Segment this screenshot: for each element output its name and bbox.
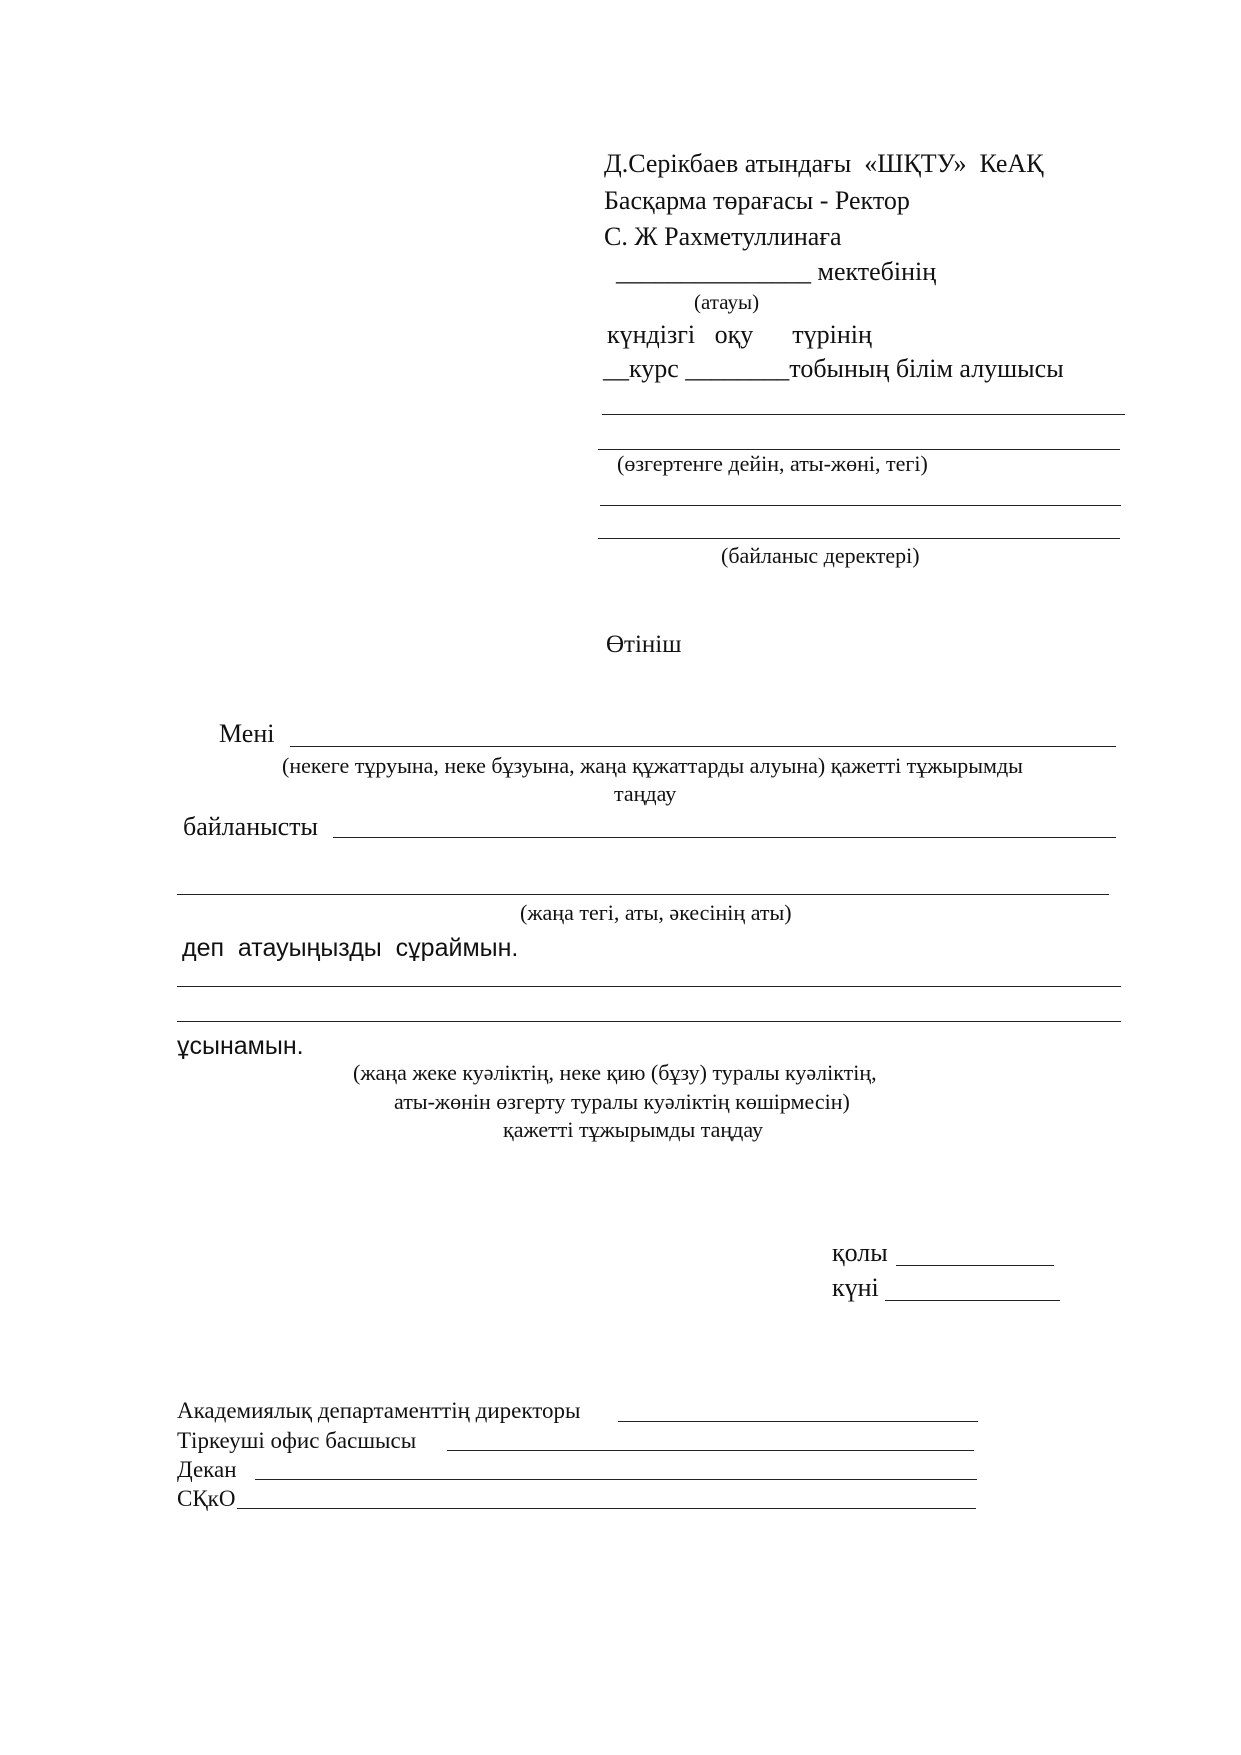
docs-caption-1: (жаңа жеке куәліктің, неке қию (бұзу) туралы куәліктің,	[353, 1060, 877, 1085]
school-field: _______________ мектебінің	[616, 257, 937, 286]
dean-line	[255, 1479, 977, 1480]
reason-caption: (некеге тұруына, неке бұзуына, жаңа құжаттарды алуына) қажетті тұжырымды	[282, 753, 1023, 778]
docs-line-1	[177, 986, 1121, 987]
date-line	[885, 1300, 1060, 1301]
docs-caption-3: қажетті тұжырымды таңдау	[503, 1117, 764, 1142]
document-title: Өтініш	[606, 631, 682, 658]
registrar-head-label: Тіркеуші офис басшысы	[177, 1428, 417, 1453]
course-group-line: __курс ________тобының білім алушысы	[603, 354, 1064, 383]
academic-director-line	[618, 1421, 978, 1422]
registrar-head-line	[447, 1450, 974, 1451]
reason-line	[290, 746, 1116, 747]
request-text: деп атауыңызды сұраймын.	[182, 934, 519, 962]
new-name-caption: (жаңа тегі, аты, әкесінің аты)	[520, 900, 792, 925]
dean-label: Декан	[177, 1457, 237, 1482]
sign-line	[896, 1265, 1054, 1266]
academic-director-label: Академиялық департаменттің директоры	[177, 1398, 581, 1423]
name-caption: (өзгертенге дейін, аты-жөні, тегі)	[617, 451, 928, 476]
skko-label: СҚкО	[177, 1486, 236, 1511]
contacts-line-1	[600, 505, 1121, 506]
skko-line	[237, 1508, 976, 1509]
addressee-line-3: С. Ж Рахметуллинаға	[604, 222, 842, 251]
contacts-caption: (байланыс деректері)	[721, 543, 920, 568]
name-line-1	[602, 414, 1125, 415]
docs-line-2	[177, 1021, 1121, 1022]
sign-label: қолы	[832, 1238, 888, 1267]
school-caption: (атауы)	[694, 290, 760, 314]
addressee-line-2: Басқарма төрағасы - Ректор	[604, 186, 910, 215]
new-name-line	[177, 894, 1109, 895]
related-label: байланысты	[183, 812, 318, 841]
contacts-line-2	[598, 538, 1120, 539]
docs-caption-2: аты-жөнін өзгерту туралы куәліктің көшірмесін)	[394, 1089, 850, 1114]
reason-caption-2: таңдау	[614, 781, 677, 806]
related-line	[333, 837, 1116, 838]
date-label: күні	[832, 1273, 879, 1302]
study-form-line: күндізгі оқу түрінің	[607, 320, 872, 349]
me-label: Мені	[219, 719, 275, 748]
addressee-line-1: Д.Серікбаев атындағы «ШҚТУ» КеАҚ	[604, 149, 1044, 178]
submit-text: ұсынамын.	[177, 1032, 304, 1060]
name-line-2	[598, 449, 1120, 450]
